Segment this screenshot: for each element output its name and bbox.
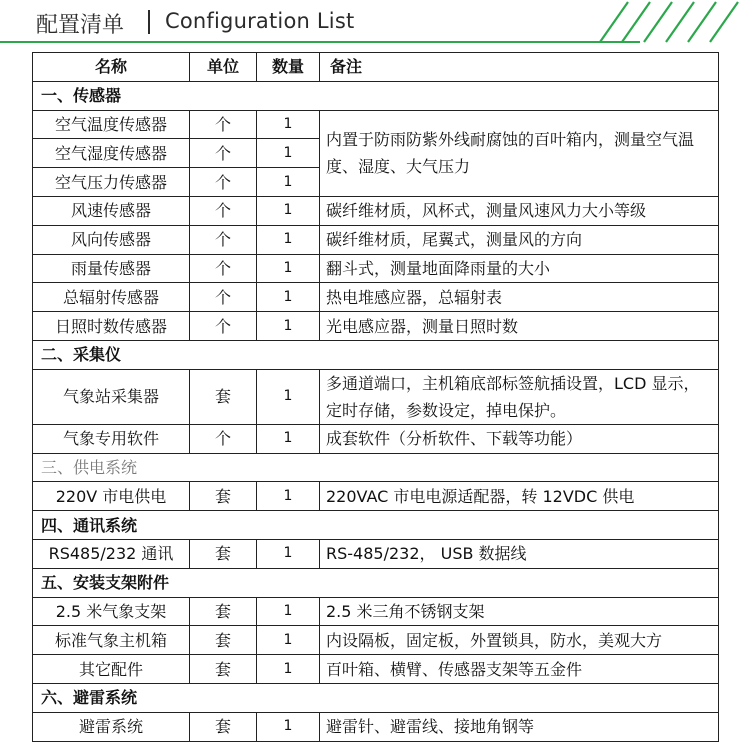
item-quantity: 1 [257, 254, 320, 283]
item-quantity: 1 [257, 168, 320, 197]
item-name: 日照时数传感器 [33, 312, 190, 341]
item-unit: 套 [190, 597, 257, 626]
section-title: 一、传感器 [33, 81, 719, 110]
page-header [0, 0, 750, 44]
column-header-unit: 单位 [190, 53, 257, 82]
item-unit: 个 [190, 196, 257, 225]
item-unit: 个 [190, 254, 257, 283]
item-name: 气象专用软件 [33, 424, 190, 453]
item-unit: 套 [190, 626, 257, 655]
table-row [33, 369, 719, 424]
item-unit: 套 [190, 655, 257, 684]
section-title: 三、供电系统 [33, 453, 719, 482]
section-title: 四、通讯系统 [33, 511, 719, 540]
item-quantity: 1 [257, 225, 320, 254]
item-quantity: 1 [257, 110, 320, 139]
item-remarks: 百叶箱、横臂、传感器支架等五金件 [320, 655, 719, 684]
item-unit: 套 [190, 712, 257, 741]
item-name: 雨量传感器 [33, 254, 190, 283]
item-remarks: 多通道端口，主机箱底部标签航插设置，LCD 显示，定时存储，参数设定，掉电保护。 [320, 369, 719, 424]
table-row [33, 312, 719, 341]
table-header-row [33, 53, 719, 82]
item-unit: 个 [190, 139, 257, 168]
item-name: 空气湿度传感器 [33, 139, 190, 168]
section-title: 二、采集仪 [33, 340, 719, 369]
item-remarks: 2.5 米三角不锈钢支架 [320, 597, 719, 626]
table-row [33, 539, 719, 568]
item-remarks: 热电堆感应器，总辐射表 [320, 283, 719, 312]
section-row [33, 568, 719, 597]
item-name: 气象站采集器 [33, 369, 190, 424]
item-remarks: RS-485/232， USB 数据线 [320, 539, 719, 568]
page-title: 配置清单 [36, 13, 125, 38]
section-title: 六、避雷系统 [33, 683, 719, 712]
item-quantity: 1 [257, 597, 320, 626]
item-quantity: 1 [257, 369, 320, 424]
item-name: 其它配件 [33, 655, 190, 684]
section-row [33, 340, 719, 369]
item-quantity: 1 [257, 655, 320, 684]
table-row [33, 196, 719, 225]
title-divider [148, 10, 150, 34]
configuration-table [32, 52, 719, 742]
item-unit: 个 [190, 168, 257, 197]
item-remarks: 避雷针、避雷线、接地角钢等 [320, 712, 719, 741]
item-name: 风速传感器 [33, 196, 190, 225]
item-quantity: 1 [257, 312, 320, 341]
item-remarks: 碳纤维材质，尾翼式，测量风的方向 [320, 225, 719, 254]
item-unit: 套 [190, 369, 257, 424]
table-row [33, 254, 719, 283]
table-row [33, 283, 719, 312]
item-quantity: 1 [257, 539, 320, 568]
item-quantity: 1 [257, 712, 320, 741]
item-name: RS485/232 通讯 [33, 539, 190, 568]
item-name: 空气温度传感器 [33, 110, 190, 139]
table-row [33, 424, 719, 453]
item-name: 空气压力传感器 [33, 168, 190, 197]
column-header-remarks: 备注 [320, 53, 719, 82]
section-title: 五、安装支架附件 [33, 568, 719, 597]
item-remarks-merged: 内置于防雨防紫外线耐腐蚀的百叶箱内，测量空气温度、湿度、大气压力 [320, 110, 719, 196]
item-unit: 套 [190, 539, 257, 568]
item-remarks: 碳纤维材质，风杯式，测量风速风力大小等级 [320, 196, 719, 225]
section-row [33, 453, 719, 482]
item-unit: 个 [190, 225, 257, 254]
item-name: 标准气象主机箱 [33, 626, 190, 655]
item-quantity: 1 [257, 482, 320, 511]
section-row [33, 683, 719, 712]
item-remarks: 光电感应器，测量日照时数 [320, 312, 719, 341]
item-name: 220V 市电供电 [33, 482, 190, 511]
column-header-quantity: 数量 [257, 53, 320, 82]
table-row [33, 482, 719, 511]
item-name: 风向传感器 [33, 225, 190, 254]
item-quantity: 1 [257, 196, 320, 225]
table-row [33, 712, 719, 741]
section-row [33, 511, 719, 540]
item-name: 2.5 米气象支架 [33, 597, 190, 626]
item-quantity: 1 [257, 139, 320, 168]
item-unit: 个 [190, 283, 257, 312]
item-unit: 个 [190, 110, 257, 139]
decorative-stripes-icon [570, 0, 750, 44]
item-unit: 个 [190, 312, 257, 341]
item-name: 避雷系统 [33, 712, 190, 741]
item-unit: 套 [190, 482, 257, 511]
item-name: 总辐射传感器 [33, 283, 190, 312]
table-row [33, 626, 719, 655]
item-quantity: 1 [257, 626, 320, 655]
item-remarks: 成套软件（分析软件、下载等功能） [320, 424, 719, 453]
table-row [33, 597, 719, 626]
table-row [33, 655, 719, 684]
item-remarks: 翻斗式，测量地面降雨量的大小 [320, 254, 719, 283]
item-remarks: 内设隔板，固定板，外置锁具，防水，美观大方 [320, 626, 719, 655]
item-remarks: 220VAC 市电电源适配器，转 12VDC 供电 [320, 482, 719, 511]
item-quantity: 1 [257, 283, 320, 312]
section-row [33, 81, 719, 110]
table-row [33, 110, 719, 139]
table-row [33, 225, 719, 254]
page-subtitle: Configuration List [165, 9, 355, 33]
item-quantity: 1 [257, 424, 320, 453]
item-unit: 个 [190, 424, 257, 453]
header-underline [0, 41, 640, 43]
column-header-name: 名称 [33, 53, 190, 82]
